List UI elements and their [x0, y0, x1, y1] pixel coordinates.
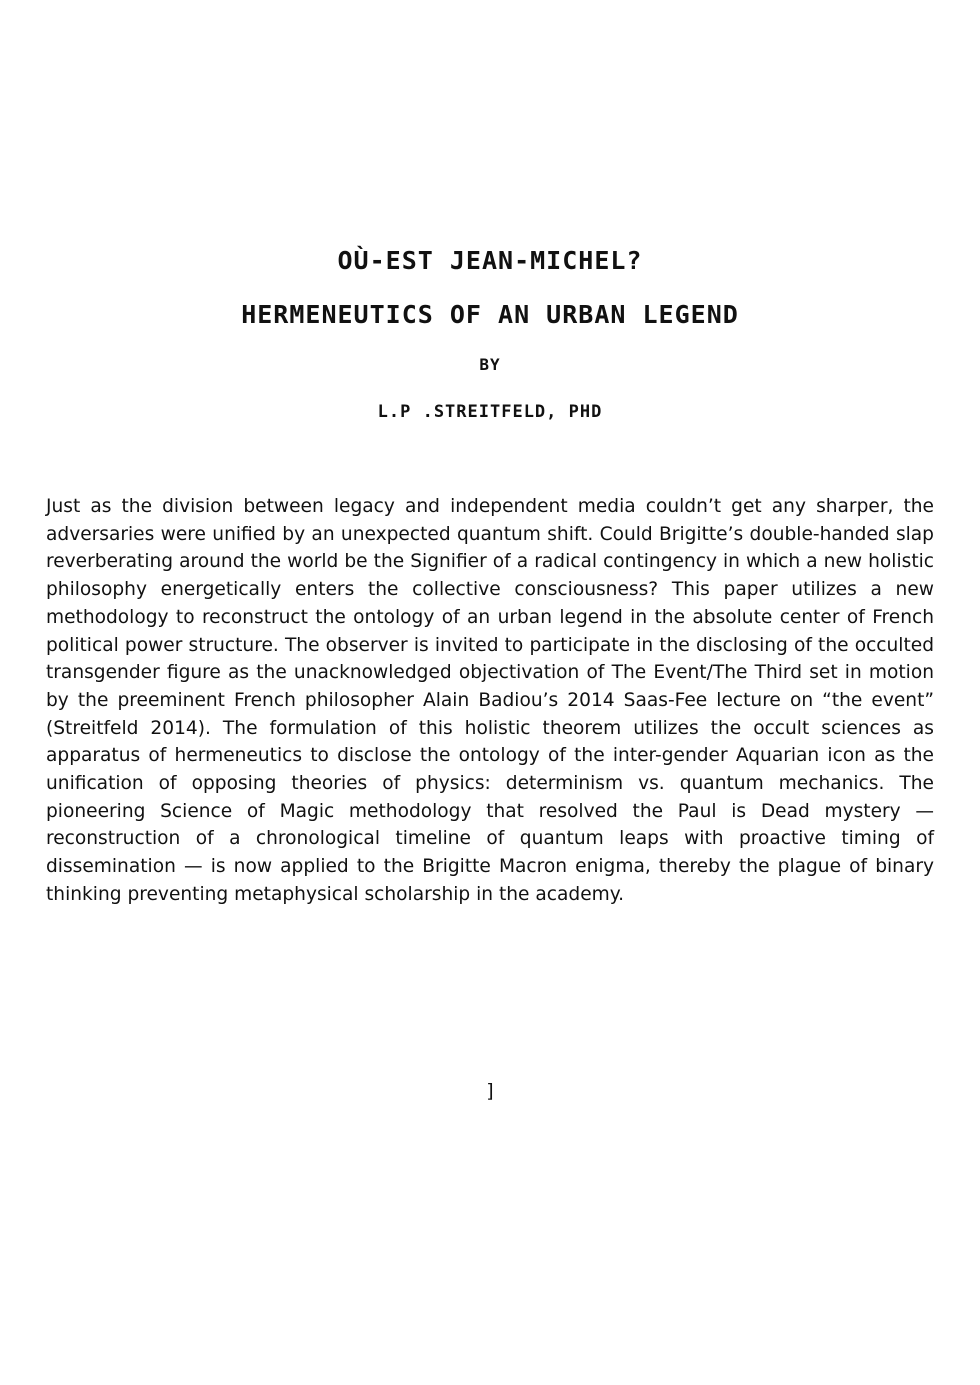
footer-mark: ] [486, 1080, 494, 1102]
author-name: L.P .STREITFELD, PHD [377, 402, 603, 422]
byline-label: BY [479, 355, 501, 374]
paper-subtitle: HERMENEUTICS OF AN URBAN LEGEND [241, 300, 739, 329]
abstract-paragraph: Just as the division between legacy and independent media couldn’t get any sharper, the adversaries were unified by an unexpected quantum shift. Could Brigitte’s double-handed slap reverberating around the world be the Signifier of a radical contingency in which a new holistic philosophy energetically enters the collective consciousness? This paper utilizes a new methodology to reconstruct the ontology of an urban legend in the absolute center of French political power structure. The observer is invited to participate in the disclosing of the occulted transgender figure as the unacknowledged objectivation of The Event/The Third set in motion by the preeminent French philosopher Alain Badiou’s 2014 Saas-Fee lecture on “the event” (Streitfeld 2014). The formulation of this holistic theorem utilizes the occult sciences as apparatus of hermeneutics to disclose the ontology of the inter-gender Aquarian icon as the unification of opposing theories of physics: determinism vs. quantum mechanics. The pioneering Science of Magic methodology that resolved the Paul is Dead mystery — reconstruction of a chronological timeline of quantum leaps with proactive timing of dissemination — is now applied to the Brigitte Macron enigma, thereby the plague of binary thinking preventing metaphysical scholarship in the academy. [46, 496, 934, 905]
paper-title: OÙ-EST JEAN-MICHEL? [337, 246, 643, 275]
